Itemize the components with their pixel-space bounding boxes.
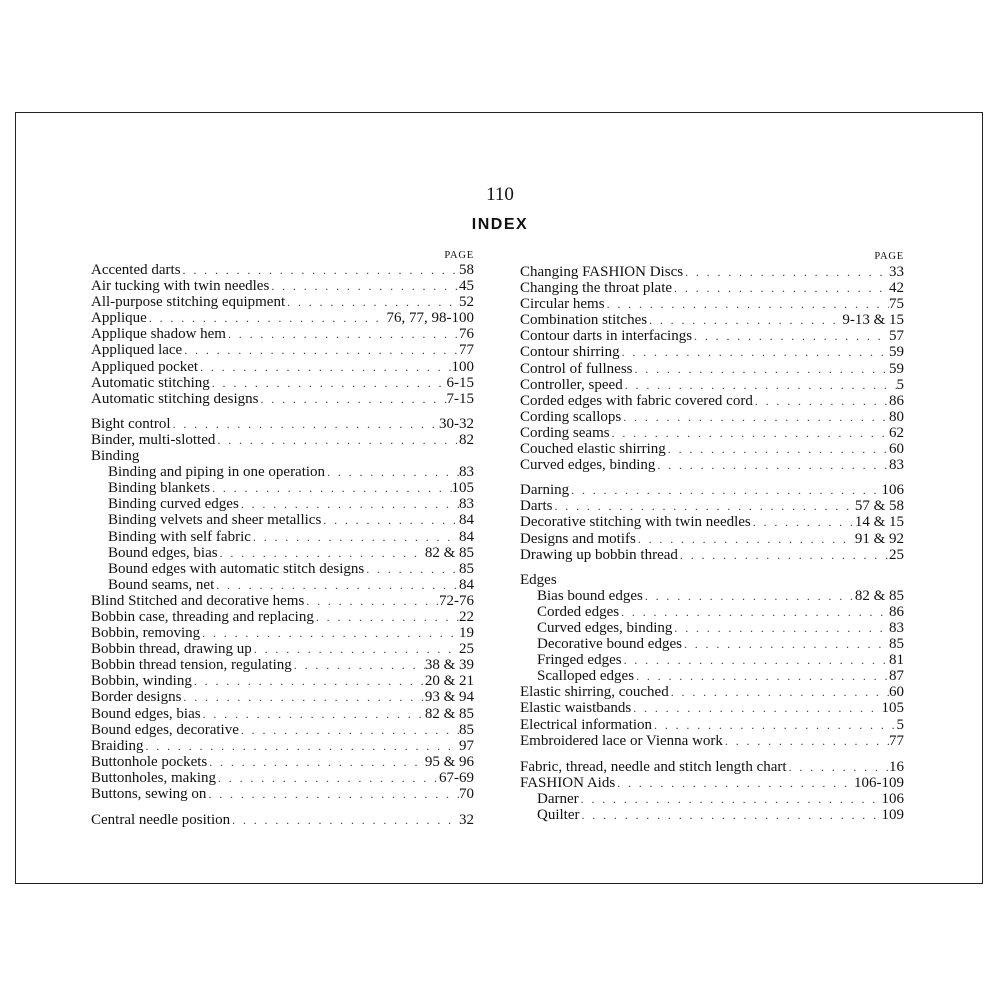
entry-term: Bobbin, removing <box>91 625 201 642</box>
entry-term: Binding curved edges <box>108 496 239 513</box>
index-entry <box>91 706 474 722</box>
index-entry <box>520 547 904 563</box>
entry-term: Appliqued lace <box>91 342 183 359</box>
entry-term: Darning <box>520 482 570 499</box>
dot-leader <box>787 759 889 775</box>
entry-page: 82 <box>459 431 474 448</box>
entry-page: 100 <box>451 358 474 375</box>
entry-page: 80 <box>889 408 904 425</box>
dot-leader <box>751 514 855 530</box>
index-entry <box>520 425 904 441</box>
entry-term: Bound edges, bias <box>91 705 201 722</box>
index-entry <box>520 441 904 457</box>
entry-term: Bound seams, net <box>108 576 215 593</box>
entry-page: 32 <box>459 812 474 829</box>
entry-term: Circular hems <box>520 296 605 313</box>
dot-leader <box>292 657 425 673</box>
entry-term: Quilter <box>537 807 580 823</box>
index-entry <box>91 641 474 657</box>
index-entry <box>520 280 904 296</box>
entry-term: Cording seams <box>520 424 610 441</box>
index-column-right <box>520 250 904 823</box>
dot-leader <box>569 482 881 498</box>
dot-leader <box>200 625 459 641</box>
index-subentry <box>91 480 474 496</box>
entry-term: Automatic stitching <box>91 374 210 391</box>
entry-term: Binding and piping in one operation <box>108 464 326 481</box>
dot-leader <box>201 706 425 722</box>
index-subentry <box>520 668 904 684</box>
dot-leader <box>181 689 424 705</box>
index-heading <box>520 572 904 588</box>
entry-page: 59 <box>889 344 904 361</box>
index-entry <box>520 775 904 791</box>
index-entry <box>91 278 474 294</box>
dot-leader <box>321 512 459 528</box>
index-entry <box>520 733 904 749</box>
entry-term: Couched elastic shirring <box>520 441 666 458</box>
entry-term: All-purpose stitching equipment <box>91 294 286 311</box>
entry-page: 105 <box>451 480 474 497</box>
entry-page: 82 & 85 <box>424 705 474 722</box>
entry-page: 22 <box>459 608 474 625</box>
entry-term: Binding with self fabric <box>108 528 251 545</box>
dot-leader <box>226 326 459 342</box>
entry-term: Elastic shirring, couched <box>520 684 669 701</box>
entry-page: 85 <box>889 636 904 653</box>
entry-page: 82 & 85 <box>854 587 904 604</box>
index-entry <box>91 625 474 641</box>
entry-page: 14 & 15 <box>854 514 904 531</box>
index-entry <box>520 393 904 409</box>
entry-term: Darner <box>537 790 579 807</box>
index-entry <box>91 609 474 625</box>
entry-page: 25 <box>459 641 474 658</box>
index-subentry <box>520 620 904 636</box>
entry-term: Curved edges, binding <box>520 457 656 474</box>
dot-leader <box>269 278 459 294</box>
entry-term: Bobbin, winding <box>91 673 192 690</box>
dot-leader <box>655 457 889 473</box>
index-entry <box>91 294 474 310</box>
entry-page: 106 <box>881 482 904 499</box>
entry-term: Appliqued pocket <box>91 358 199 375</box>
index-entry <box>91 722 474 738</box>
index-entry <box>520 296 904 312</box>
index-entry <box>520 264 904 280</box>
entry-term: Bound edges, decorative <box>91 721 239 738</box>
entry-page: 83 <box>459 464 474 481</box>
index-entry <box>91 326 474 342</box>
entry-page: 86 <box>889 392 904 409</box>
entry-term: Accented darts <box>91 262 181 278</box>
dot-leader <box>620 344 889 360</box>
entry-term: Bight control <box>91 415 171 432</box>
dot-leader <box>553 498 855 514</box>
dot-leader <box>605 296 889 312</box>
entry-term: Bound edges, bias <box>108 544 218 561</box>
dot-leader <box>252 641 459 657</box>
entry-page: 81 <box>889 652 904 669</box>
dot-leader <box>171 416 439 432</box>
entry-term: Buttons, sewing on <box>91 786 207 802</box>
entry-term: Blind Stitched and decorative hems <box>91 592 305 609</box>
entry-term: Scalloped edges <box>537 668 635 685</box>
entry-page: 7-15 <box>446 390 474 407</box>
entry-term: Darts <box>520 498 553 515</box>
entry-page: 97 <box>459 737 474 754</box>
index-subentry <box>520 807 904 823</box>
dot-leader <box>634 668 889 684</box>
index-entry <box>91 342 474 358</box>
index-entry <box>91 754 474 770</box>
entry-term: Binding blankets <box>108 480 211 497</box>
entry-term: Corded edges <box>537 603 620 620</box>
group-spacer <box>91 407 474 416</box>
index-entry <box>520 482 904 498</box>
entry-term: Bound edges with automatic stitch designs <box>108 560 365 577</box>
entry-page: 83 <box>889 457 904 474</box>
dot-leader <box>144 738 460 754</box>
index-entry <box>520 361 904 377</box>
entry-page: 16 <box>889 758 904 775</box>
entry-page: 85 <box>459 560 474 577</box>
index-entry <box>91 673 474 689</box>
entry-page: 106-109 <box>854 774 904 791</box>
index-entry <box>520 514 904 530</box>
dot-leader <box>652 717 896 733</box>
dot-leader <box>683 264 889 280</box>
dot-leader <box>672 280 889 296</box>
dot-leader <box>206 786 459 802</box>
entry-page: 109 <box>881 807 904 823</box>
entry-page: 67-69 <box>439 769 474 786</box>
dot-leader <box>723 733 889 749</box>
dot-leader <box>285 294 459 310</box>
entry-page: 52 <box>459 294 474 311</box>
index-entry <box>91 786 474 802</box>
entry-page: 87 <box>889 668 904 685</box>
index-entry <box>520 409 904 425</box>
index-subentry <box>91 464 474 480</box>
index-subentry <box>91 512 474 528</box>
entry-page: 93 & 94 <box>424 689 474 706</box>
dot-leader <box>753 393 889 409</box>
dot-leader <box>325 464 459 480</box>
dot-leader <box>181 262 459 278</box>
entry-term: Changing the throat plate <box>520 280 673 297</box>
index-subentry <box>520 588 904 604</box>
index-subentry <box>520 636 904 652</box>
index-subentry <box>91 529 474 545</box>
entry-page: 59 <box>889 360 904 377</box>
index-subentry <box>91 577 474 593</box>
entry-page: 75 <box>889 296 904 313</box>
group-spacer <box>520 749 904 759</box>
entry-page: 33 <box>889 264 904 280</box>
dot-leader <box>636 531 855 547</box>
dot-leader <box>258 391 446 407</box>
index-entry <box>520 344 904 360</box>
dot-leader <box>192 673 425 689</box>
dot-leader <box>210 480 451 496</box>
index-entry <box>91 310 474 326</box>
dot-leader <box>579 791 882 807</box>
entry-page: 77 <box>889 732 904 749</box>
entry-term: Bobbin case, threading and replacing <box>91 608 314 625</box>
entry-term: Decorative bound edges <box>537 636 682 653</box>
dot-leader <box>147 310 387 326</box>
index-entry <box>520 759 904 775</box>
entry-page: 62 <box>889 424 904 441</box>
index-title: INDEX <box>471 216 529 233</box>
dot-leader <box>692 328 889 344</box>
entry-term: Automatic stitching designs <box>91 390 259 407</box>
entry-term: Bobbin thread tension, regulating <box>91 657 292 674</box>
index-entry <box>520 312 904 328</box>
entry-page: 5 <box>896 376 904 393</box>
entry-term: Control of fullness <box>520 360 633 377</box>
page-column-header: PAGE <box>874 251 904 262</box>
entry-term: Bias bound edges <box>537 587 643 604</box>
entry-page: 72-76 <box>439 592 474 609</box>
entry-term: Buttonholes, making <box>91 769 216 786</box>
index-entry <box>91 391 474 407</box>
index-entry <box>520 498 904 514</box>
dot-leader <box>631 700 881 716</box>
entry-term: Electrical information <box>520 716 653 733</box>
entry-term: Contour shirring <box>520 344 620 361</box>
entry-term: Combination stitches <box>520 312 648 329</box>
dot-leader <box>230 812 459 828</box>
entry-page: 42 <box>889 280 904 297</box>
entry-term: Central needle position <box>91 812 231 829</box>
dot-leader <box>251 529 459 545</box>
index-subentry <box>91 545 474 561</box>
index-subentry <box>91 561 474 577</box>
entry-term: Binding velvets and sheer metallics <box>108 512 322 529</box>
dot-leader <box>580 807 882 823</box>
entry-term: Applique shadow hem <box>91 326 226 343</box>
dot-leader <box>314 609 459 625</box>
dot-leader <box>216 770 439 786</box>
entry-page: 38 & 39 <box>424 657 474 674</box>
dot-leader <box>619 604 889 620</box>
entry-term: Designs and motifs <box>520 530 636 547</box>
entry-term: Decorative stitching with twin needles <box>520 514 751 531</box>
entry-term: Embroidered lace or Vienna work <box>520 732 723 749</box>
dot-leader <box>207 754 425 770</box>
entry-page: 105 <box>881 700 904 717</box>
entry-term: Air tucking with twin needles <box>91 278 270 295</box>
index-entry <box>520 531 904 547</box>
dot-leader <box>622 652 889 668</box>
entry-page: 83 <box>889 619 904 636</box>
entry-page: 84 <box>459 512 474 529</box>
dot-leader <box>647 312 842 328</box>
entry-page: 5 <box>896 716 904 733</box>
dot-leader <box>672 620 889 636</box>
dot-leader <box>623 377 897 393</box>
index-entry <box>91 416 474 432</box>
entry-term: FASHION Aids <box>520 774 616 791</box>
dot-leader <box>678 547 889 563</box>
entry-page: 84 <box>459 576 474 593</box>
index-entry <box>91 689 474 705</box>
entry-page: 60 <box>889 441 904 458</box>
entry-term: Fringed edges <box>537 652 622 669</box>
dot-leader <box>643 588 855 604</box>
entry-page: 57 <box>889 328 904 345</box>
dot-leader <box>214 577 459 593</box>
entry-page: 83 <box>459 496 474 513</box>
entry-term: Contour darts in interfacings <box>520 328 693 345</box>
entry-page: 70 <box>459 786 474 802</box>
entry-page: 91 & 92 <box>854 530 904 547</box>
entry-page: 82 & 85 <box>424 544 474 561</box>
entry-term: Cording scallops <box>520 408 622 425</box>
index-entry <box>520 457 904 473</box>
entry-term: Applique <box>91 310 147 327</box>
index-entry <box>520 684 904 700</box>
entry-page: 20 & 21 <box>424 673 474 690</box>
index-subentry <box>520 652 904 668</box>
entry-term: Curved edges, binding <box>537 619 673 636</box>
entry-page: 9-13 & 15 <box>842 312 904 329</box>
index-subentry <box>91 496 474 512</box>
dot-leader <box>210 375 447 391</box>
dot-leader <box>182 342 459 358</box>
index-entry <box>520 328 904 344</box>
group-spacer <box>520 563 904 572</box>
entry-page: 76, 77, 98-100 <box>386 310 474 327</box>
index-entry <box>91 738 474 754</box>
entry-term: Border designs <box>91 689 182 706</box>
entry-term: Changing FASHION Discs <box>520 264 684 280</box>
entry-term: Corded edges with fabric covered cord <box>520 392 753 409</box>
entry-term: Elastic waistbands <box>520 700 632 717</box>
index-subentry <box>520 604 904 620</box>
dot-leader <box>364 561 459 577</box>
entry-page: 106 <box>881 790 904 807</box>
entry-term: Edges <box>520 571 557 588</box>
entry-term: Braiding <box>91 737 144 754</box>
dot-leader <box>682 636 889 652</box>
index-entry <box>520 377 904 393</box>
index-entry <box>91 812 474 828</box>
entry-page: 86 <box>889 603 904 620</box>
entry-term: Controller, speed <box>520 376 623 393</box>
dot-leader <box>666 441 889 457</box>
entry-page: 57 & 58 <box>854 498 904 515</box>
entry-term: Binding <box>91 448 140 465</box>
entry-page: 85 <box>459 721 474 738</box>
index-entry <box>520 717 904 733</box>
entry-page: 60 <box>889 684 904 701</box>
entry-page: 25 <box>889 546 904 563</box>
index-entry <box>91 375 474 391</box>
dot-leader <box>239 496 459 512</box>
group-spacer <box>91 802 474 812</box>
index-column-left <box>91 249 474 828</box>
dot-leader <box>669 684 889 700</box>
dot-leader <box>633 361 890 377</box>
index-entry <box>91 262 474 278</box>
index-subentry <box>520 791 904 807</box>
index-entry <box>91 593 474 609</box>
entry-term: Bobbin thread, drawing up <box>91 641 252 658</box>
entry-term: Buttonhole pockets <box>91 753 208 770</box>
dot-leader <box>198 359 451 375</box>
entry-page: 84 <box>459 528 474 545</box>
dot-leader <box>239 722 459 738</box>
entry-page: 19 <box>459 625 474 642</box>
entry-page: 76 <box>459 326 474 343</box>
index-heading <box>91 448 474 464</box>
index-entry <box>91 432 474 448</box>
index-entry <box>91 359 474 375</box>
page-column-header: PAGE <box>444 250 474 261</box>
group-spacer <box>520 473 904 482</box>
dot-leader <box>621 409 889 425</box>
entry-term: Drawing up bobbin thread <box>520 546 678 563</box>
entry-page: 45 <box>459 278 474 295</box>
index-entry <box>91 657 474 673</box>
entry-page: 95 & 96 <box>424 753 474 770</box>
index-entry <box>520 700 904 716</box>
entry-page: 58 <box>459 262 474 278</box>
dot-leader <box>215 432 459 448</box>
entry-page: 30-32 <box>439 415 474 432</box>
dot-leader <box>610 425 889 441</box>
entry-term: Binder, multi-slotted <box>91 431 216 448</box>
entry-page: 6-15 <box>446 374 474 391</box>
dot-leader <box>615 775 854 791</box>
dot-leader <box>304 593 439 609</box>
index-entry <box>91 770 474 786</box>
entry-term: Fabric, thread, needle and stitch length chart <box>520 758 787 775</box>
entry-page: 77 <box>459 342 474 359</box>
page-number: 110 <box>486 184 514 205</box>
dot-leader <box>218 545 425 561</box>
